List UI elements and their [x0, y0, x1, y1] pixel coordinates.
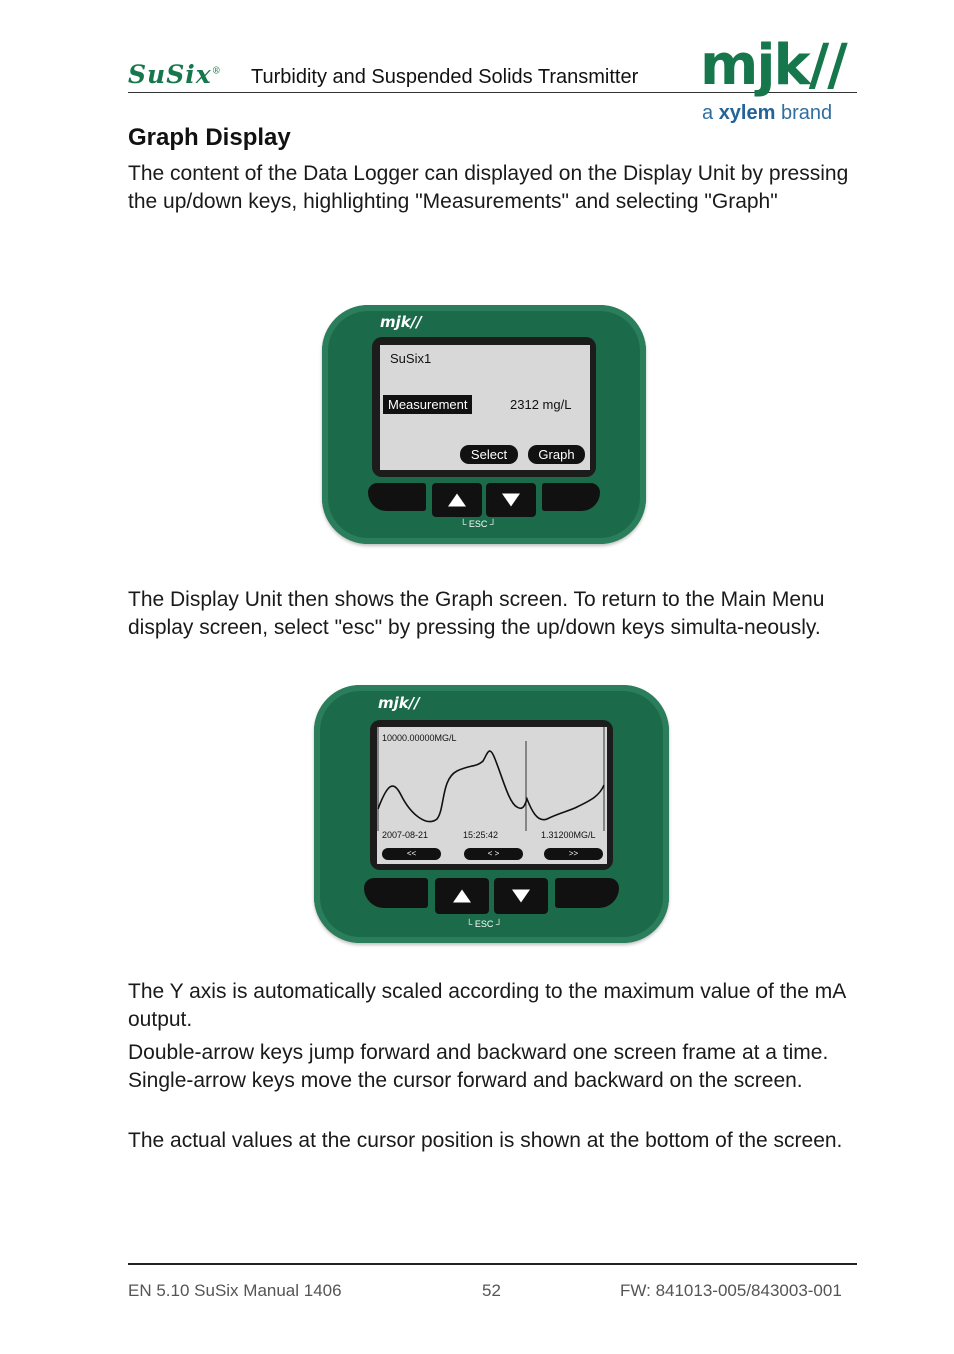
header-title: Turbidity and Suspended Solids Transmitter [251, 66, 639, 88]
left-key[interactable] [364, 878, 428, 908]
mjk-logo: mjk// [700, 33, 846, 98]
arrow-down-icon [502, 494, 520, 507]
display-unit-main [322, 305, 646, 544]
up-key[interactable] [432, 483, 482, 517]
up-key[interactable] [435, 878, 489, 914]
down-key[interactable] [494, 878, 548, 914]
graph-screen [377, 727, 607, 864]
cursor-time: 15:25:42 [463, 830, 499, 840]
graph-button[interactable]: Graph [528, 445, 585, 464]
data-logger-graph [377, 727, 607, 864]
section-title: Graph Display [128, 124, 291, 151]
main-screen [380, 345, 590, 470]
device-name: SuSix1 [390, 351, 432, 366]
frame-back-button[interactable]: << [382, 848, 441, 860]
measurement-value: 2312 mg/L [510, 397, 572, 412]
left-key[interactable] [368, 483, 426, 511]
cursor-values-paragraph: The actual values at the cursor position is shown at the bottom of the screen. [128, 1129, 843, 1152]
cursor-value: 1.31200MG/L [541, 830, 596, 840]
arrow-keys-paragraph: Double-arrow keys jump forward and backward one screen frame at a time. Single-arrow keys move the cursor forward and backward on the screen. [128, 1041, 829, 1092]
arrow-up-icon [453, 890, 471, 903]
esc-label: └ ESC ┘ [466, 919, 503, 929]
device-logo: mjk// [378, 694, 420, 712]
select-button[interactable]: Select [460, 445, 518, 464]
intro-paragraph: The content of the Data Logger can displayed on the Display Unit by pressing the up/down keys, highlighting "Measurements" and selecting "Graph" [128, 162, 849, 213]
footer-manual-id: EN 5.10 SuSix Manual 1406 [128, 1281, 342, 1300]
xylem-tagline: a xylem brand [702, 102, 833, 124]
y-axis-max-label: 10000.00000MG/L [382, 733, 457, 743]
susix-brand: SuSix® [128, 60, 222, 89]
menu-item-measurement[interactable]: Measurement [383, 395, 472, 414]
cursor-move-button[interactable]: < > [464, 848, 523, 860]
right-key[interactable] [542, 483, 600, 511]
arrow-down-icon [512, 890, 530, 903]
graph-screen-paragraph: The Display Unit then shows the Graph screen. To return to the Main Menu display screen, select "esc" by pressing the up/down keys simulta-neously. [128, 588, 825, 639]
page-number: 52 [482, 1281, 501, 1300]
down-key[interactable] [486, 483, 536, 517]
right-key[interactable] [555, 878, 619, 908]
footer-divider [128, 1263, 857, 1265]
display-unit-graph [314, 685, 669, 943]
frame-forward-button[interactable]: >> [544, 848, 603, 860]
cursor-date: 2007-08-21 [382, 830, 429, 840]
arrow-up-icon [448, 494, 466, 507]
footer-firmware: FW: 841013-005/843003-001 [620, 1281, 842, 1300]
device-logo: mjk// [380, 313, 422, 331]
graph-trend-line [378, 751, 604, 821]
esc-label: └ ESC ┘ [460, 519, 497, 529]
y-axis-paragraph: The Y axis is automatically scaled according to the maximum value of the mA output. [128, 980, 846, 1031]
